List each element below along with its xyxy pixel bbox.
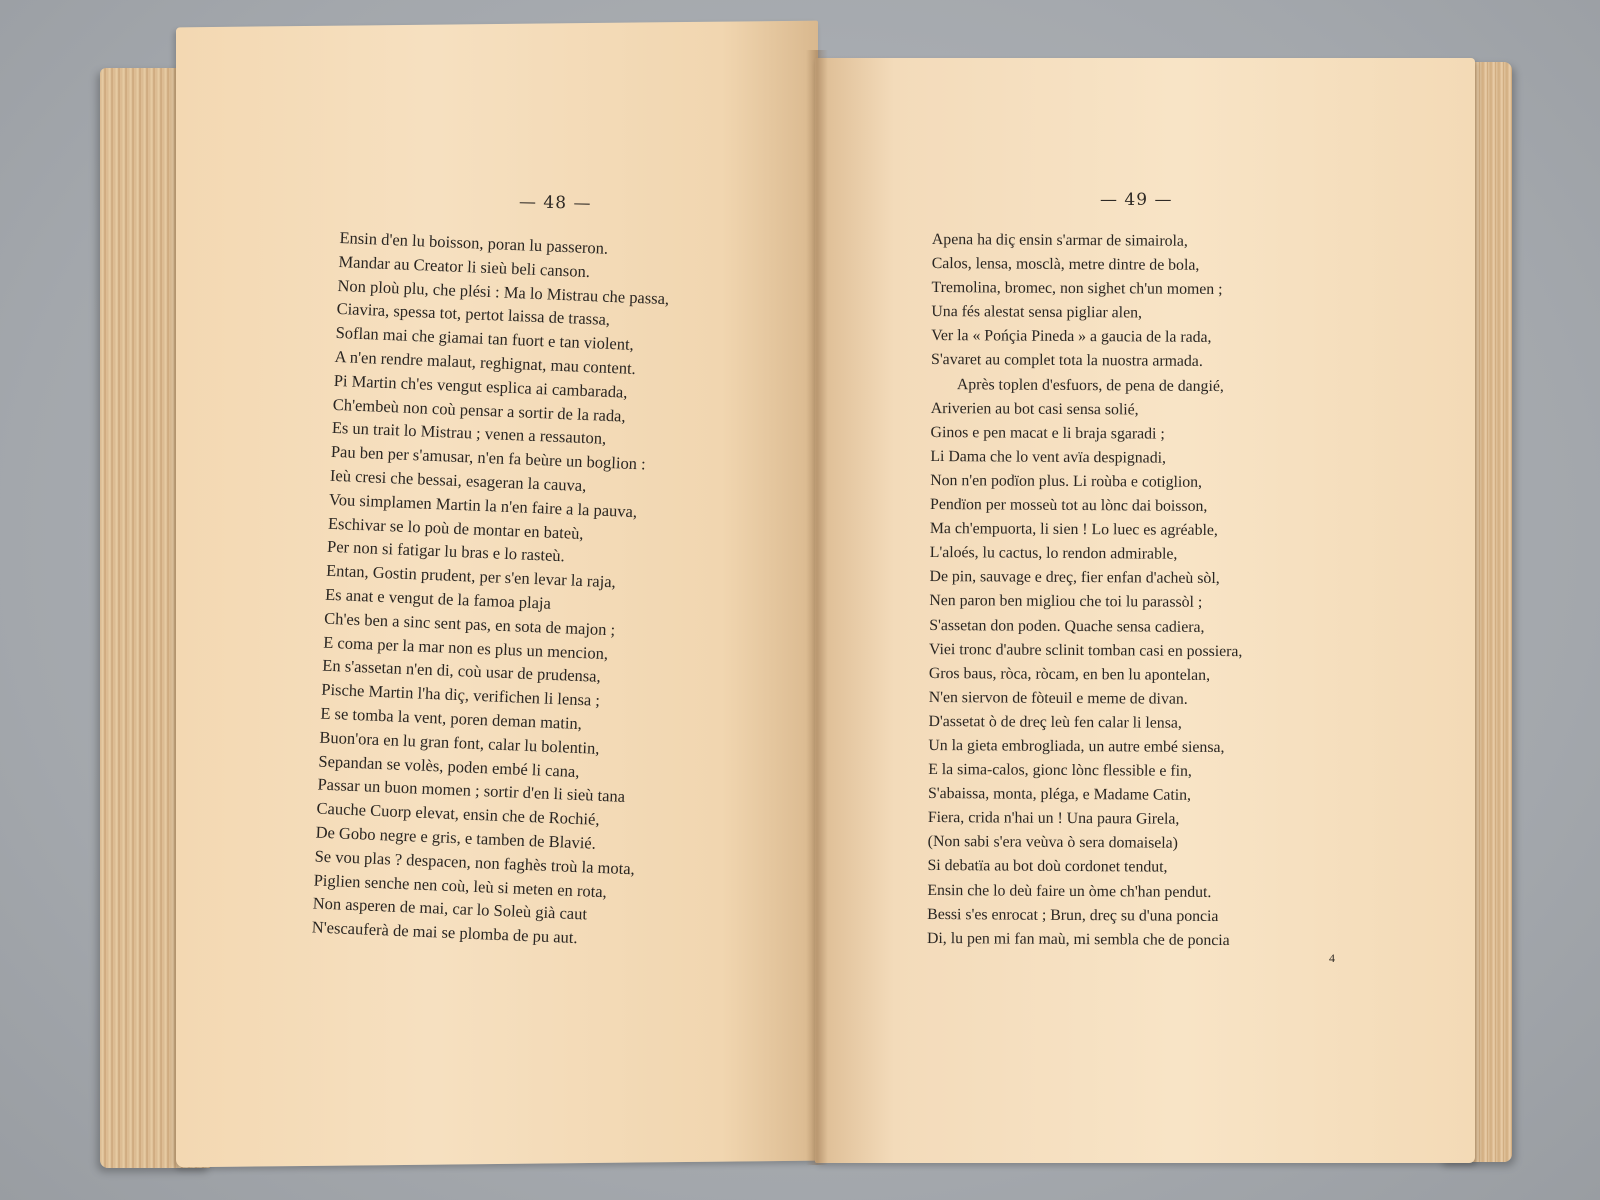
verse-line: E la sima-calos, gionc lònc flessible e fin,: [928, 761, 1192, 780]
verse-line: Ch'es ben a sinc sent pas, en sota de majon ;: [323, 608, 616, 640]
verse-line: Es anat e vengut de la famoa plaja: [324, 584, 552, 613]
verse-line: Piglien senche nen coù, leù si meten en rota,: [313, 869, 608, 901]
verse-line: Ensin d'en lu boisson, poran lu passeron.: [339, 227, 609, 258]
verse-line: Pau ben per s'amusar, n'en fa beùre un boglion :: [330, 441, 647, 474]
verse-line: Ma ch'empuorta, li sien ! Lo luec es agréable,: [929, 520, 1218, 540]
verse-line: Après toplen d'esfuors, de pena de dangié,: [956, 375, 1224, 395]
verse-line: De pin, sauvage e dreç, fier enfan d'acheù sòl,: [929, 568, 1220, 588]
page-number-right: — 49 —: [1100, 190, 1173, 210]
verse-line: Eschivar se lo poù de montar en bateù,: [327, 513, 584, 543]
verse-line: Apena ha diç ensin s'armar de simairola,: [931, 230, 1188, 250]
verse-line: D'assetat ò de dreç leù fen calar li lensa,: [928, 712, 1182, 732]
verse-line: Pische Martin l'ha diç, verifichen li lensa ;: [321, 679, 601, 710]
verse-line: A n'en rendre malaut, reghignat, mau content.: [334, 346, 637, 378]
verse-line: Entan, Gostin prudent, per s'en levar la raja,: [325, 560, 617, 592]
verse-line: Tremolina, bromec, non sighet ch'un momen ;: [931, 279, 1223, 299]
verse-line: Se vou plas ? despacen, non faghès troù la mota,: [314, 846, 636, 879]
verse-line: Gros baus, ròca, ròcam, en ben lu apontelan,: [928, 664, 1211, 684]
verse-line: N'en siervon de fòteuil e meme de divan.: [928, 688, 1188, 708]
verse-line: Ginos e pen macat e li braja sgaradi ;: [930, 423, 1165, 443]
poem-text-right: [927, 228, 1245, 953]
verse-line: Vou simplamen Martin la n'en faire a la pauva,: [328, 489, 638, 521]
verse-line: (Non sabi s'era veùva ò sera domaisela): [927, 833, 1179, 853]
poem-text-left: [311, 226, 671, 953]
verse-line: S'assetan don poden. Quache sensa cadiera,: [929, 616, 1205, 636]
book-gutter: [806, 50, 828, 1165]
verse-line: Non ploù plu, che plési : Ma lo Mistrau che passa,: [337, 275, 670, 308]
verse-line: Passar un buon momen ; sortir d'en li sieù tana: [317, 774, 626, 807]
verse-line: Es un trait lo Mistrau ; venen a ressauton,: [331, 418, 607, 449]
verse-line: Sepandan se volès, poden embé li cana,: [318, 751, 580, 781]
verse-line: N'escauferà de mai se plomba de pu aut.: [311, 917, 578, 948]
verse-line: Non n'en podïon plus. Li roùba e cotiglion,: [930, 471, 1203, 491]
verse-line: Soflan mai che giamai tan fuort e tan violent,: [335, 323, 635, 355]
verse-line: Ariverien au bot casi sensa solié,: [930, 399, 1139, 419]
verse-line: Li Dama che lo vent avïa despignadi,: [930, 447, 1167, 467]
verse-line: Ieù cresi che bessai, esageran la cauva,: [329, 465, 587, 496]
verse-line: Non asperen de mai, car lo Soleù già caut: [312, 893, 588, 924]
verse-line: Ver la « Pońçia Pineda » a gaucia de la rada,: [931, 327, 1212, 347]
verse-line: Fiera, crida n'hai un ! Una paura Girela,: [927, 809, 1180, 828]
verse-line: Pi Martin ch'es vengut esplica ai cambarada,: [333, 370, 628, 402]
verse-line: Una fés alestat sensa pigliar alen,: [931, 303, 1143, 322]
verse-line: L'aloés, lu cactus, lo rendon admirable,: [929, 544, 1178, 563]
verse-line: Ciavira, spessa tot, pertot laissa de trassa,: [336, 299, 611, 330]
verse-line: Mandar au Creator li sieù beli canson.: [338, 251, 591, 281]
verse-line: Viei tronc d'aubre sclinit tomban casi en possiera,: [929, 640, 1243, 660]
verse-line: S'abaissa, monta, pléga, e Madame Catin,: [927, 785, 1192, 804]
verse-line: Ch'embeù non coù pensar a sortir de la rada,: [332, 394, 626, 426]
verse-line: E se tomba la vent, poren deman matin,: [320, 703, 583, 734]
page-number-left: — 48 —: [518, 192, 592, 214]
signature-mark: 4: [1329, 951, 1335, 965]
verse-line: E coma per la mar non es plus un mencion,: [322, 632, 609, 663]
verse-line: Cauche Cuorp elevat, ensin che de Rochié,: [316, 798, 600, 830]
verse-line: Si debatïa au bot doù cordonet tendut,: [927, 857, 1168, 877]
verse-line: De Gobo negre e gris, e tamben de Blavié.: [315, 822, 597, 853]
verse-line: Un la gieta embrogliada, un autre embé siensa,: [928, 736, 1225, 757]
verse-line: Buon'ora en lu gran font, calar lu bolentin,: [319, 727, 600, 758]
verse-line: Nen paron ben migliou che toi lu parassòl ;: [929, 592, 1203, 612]
verse-line: Bessi s'es enrocat ; Brun, dreç su d'una poncia: [927, 905, 1219, 925]
verse-line: Di, lu pen mi fan maù, mi sembla che de poncia: [926, 929, 1230, 949]
verse-line: S'avaret au complet tota la nuostra armada.: [931, 351, 1203, 371]
verse-line: En s'assetan n'en di, coù usar de prudensa,: [321, 655, 602, 687]
verse-line: Pendïon per mosseù tot au lònc dai boisson,: [930, 496, 1208, 515]
verse-line: Ensin che lo deù faire un òme ch'han pendut.: [927, 881, 1212, 901]
verse-line: Per non si fatigar lu bras e lo rasteù.: [326, 537, 566, 566]
verse-line: Calos, lensa, mosclà, metre dintre de bola,: [931, 255, 1200, 274]
